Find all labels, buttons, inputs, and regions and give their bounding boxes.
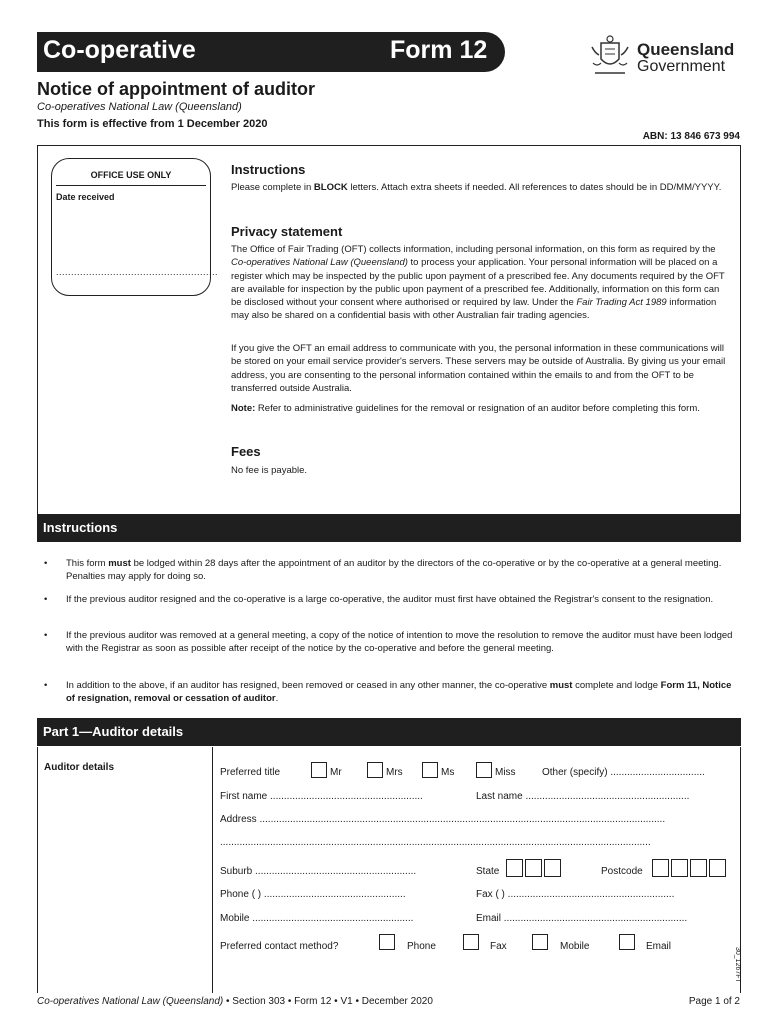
form-number: Form 12 <box>390 36 488 64</box>
date-received-line: ...................................................... <box>56 267 219 277</box>
title-miss-checkbox[interactable] <box>476 762 492 778</box>
title-mr-checkbox[interactable] <box>311 762 327 778</box>
office-use-box <box>51 158 219 296</box>
title-mrs-checkbox[interactable] <box>367 762 383 778</box>
contact-phone-label: Phone <box>407 941 436 952</box>
form-category-title: Co-operative <box>43 36 196 64</box>
title-mrs-label: Mrs <box>386 767 403 778</box>
contact-mobile-checkbox[interactable] <box>532 934 548 950</box>
state-char-box[interactable] <box>544 859 561 877</box>
date-received-label: Date received <box>56 192 115 202</box>
state-char-box[interactable] <box>506 859 523 877</box>
part1-bar: Part 1—Auditor details <box>37 718 741 746</box>
page-number: Page 1 of 2 <box>688 996 740 1007</box>
postcode-label: Postcode <box>601 866 643 877</box>
abn-number: ABN: 13 846 673 994 <box>642 131 740 142</box>
postcode-digit-box[interactable] <box>690 859 707 877</box>
fees-heading: Fees <box>231 444 261 459</box>
coat-of-arms-icon <box>587 33 633 79</box>
auditor-details-label: Auditor details <box>44 762 115 773</box>
contact-email-label: Email <box>646 941 672 952</box>
email-field[interactable]: Email .................................................................. <box>476 913 688 924</box>
state-char-box[interactable] <box>525 859 542 877</box>
mobile-field[interactable]: Mobile .......................................................... <box>220 913 414 924</box>
privacy-paragraph-1: The Office of Fair Trading (OFT) collects information, including personal information, on this form as required by the Co-operatives National Law (Queensland) to process your application. Your personal information will be placed on a register which may be inspected by the public upon payment of a prescribed fee. Any documents required by the OFT are available for inspection by the public upon payment of a prescribed fee. Additionally, information on this form can be disclosed without your consent where authorised or required by law. Under the Fair Trading Act 1989 information may also be shared on a confidential basis with other Australian fair trading agencies. <box>231 244 725 322</box>
queensland-government-logo <box>587 33 745 79</box>
instructions-bar: Instructions <box>37 514 741 542</box>
postcode-digit-box[interactable] <box>652 859 669 877</box>
address-field[interactable]: Address .................................................................................................................................................. <box>220 814 666 825</box>
instructions-text: Please complete in BLOCK letters. Attach extra sheets if needed. All references to dates should be in DD/MM/YYYY. <box>231 182 722 193</box>
document-subtitle: Co-operatives National Law (Queensland) <box>37 101 242 113</box>
instructions-heading: Instructions <box>231 162 306 177</box>
contact-fax-checkbox[interactable] <box>463 934 479 950</box>
privacy-note: Note: Refer to administrative guidelines for the removal or resignation of an auditor before completing this form. <box>231 403 700 414</box>
title-ms-checkbox[interactable] <box>422 762 438 778</box>
preferred-title-label: Preferred title <box>220 767 281 778</box>
title-mr-label: Mr <box>330 767 342 778</box>
postcode-digit-box[interactable] <box>671 859 688 877</box>
footer-text: Co-operatives National Law (Queensland) • Section 303 • Form 12 • V1 • December 2020 <box>37 996 433 1007</box>
title-ms-label: Ms <box>441 767 455 778</box>
fax-field[interactable]: Fax ( ) ............................................................ <box>476 889 675 900</box>
logo-queensland-text: Queensland <box>637 40 735 59</box>
state-label: State <box>476 866 500 877</box>
fees-text: No fee is payable. <box>231 465 308 476</box>
title-miss-label: Miss <box>495 767 516 778</box>
divider <box>56 185 206 186</box>
privacy-heading: Privacy statement <box>231 224 343 239</box>
logo-government-text: Government <box>637 58 726 75</box>
contact-fax-label: Fax <box>490 941 507 952</box>
first-name-field[interactable]: First name ....................................................... <box>220 791 423 802</box>
phone-field[interactable]: Phone ( ) ................................................... <box>220 889 406 900</box>
contact-method-label: Preferred contact method? <box>220 941 339 952</box>
privacy-paragraph-2: If you give the OFT an email address to communicate with you, the personal information in these communications will be stored on your email service provider's servers. These servers may be outside of Australia. By giving us your email address, you are consenting to the personal information contained within the emails to and from the OFT to be transferred outside Australia. <box>231 343 726 394</box>
contact-phone-checkbox[interactable] <box>379 934 395 950</box>
contact-email-checkbox[interactable] <box>619 934 635 950</box>
header-bar <box>37 32 505 72</box>
document-title: Notice of appointment of auditor <box>37 79 315 99</box>
effective-date: This form is effective from 1 December 2020 <box>37 118 268 130</box>
last-name-field[interactable]: Last name ........................................................... <box>476 791 690 802</box>
office-use-heading: OFFICE USE ONLY <box>90 170 172 180</box>
divider <box>212 747 213 993</box>
title-other-field[interactable]: Other (specify) .................................. <box>542 767 705 778</box>
form-code: 30_1267FT <box>734 947 741 983</box>
suburb-field[interactable]: Suburb .......................................................... <box>220 866 417 877</box>
contact-mobile-label: Mobile <box>560 941 590 952</box>
address-line-2-field[interactable]: ........................................................................................................................................................... <box>220 837 651 848</box>
postcode-digit-box[interactable] <box>709 859 726 877</box>
